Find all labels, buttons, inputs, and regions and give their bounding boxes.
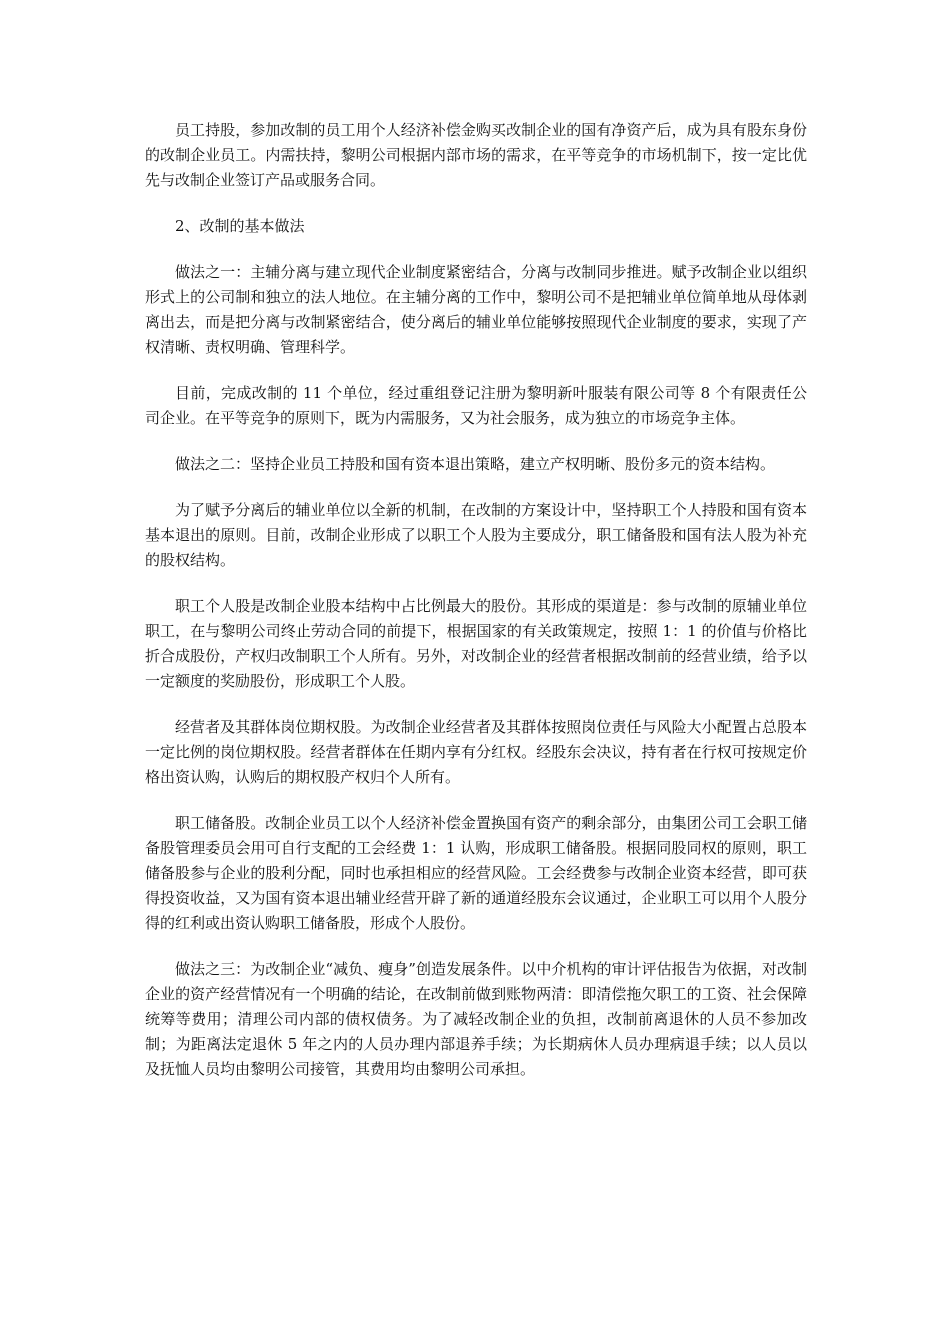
- paragraph-individual-shares: 职工个人股是改制企业股本结构中占比例最大的股份。其形成的渠道是：参与改制的原辅业单位职工，在与黎明公司终止劳动合同的前提下，根据国家的有关政策规定，按照 1：1 的价值与价格比折合成股份，产权归改制职工个人所有。另外，对改制企业的经营者根据改制前的经营业绩，给予以一定额度的奖励股份，形成职工个人股。: [145, 597, 807, 690]
- paragraph-approach-three: 做法之三：为改制企业“减负、瘦身”创造发展条件。以中介机构的审计评估报告为依据，对改制企业的资产经营情况有一个明确的结论，在改制前做到账物两清：即清偿拖欠职工的工资、社会保障统筹等费用；清理公司内部的债权债务。为了减轻改制企业的负担，改制前离退休的人员不参加改制；为距离法定退休 5 年之内的人员办理内部退养手续；为长期病休人员办理病退手续；以人员以及抚恤人员均由黎明公司接管，其费用均由黎明公司承担。: [145, 960, 807, 1078]
- paragraph-new-mechanism: 为了赋予分离后的辅业单位以全新的机制，在改制的方案设计中，坚持职工个人持股和国有资本基本退出的原则。目前，改制企业形成了以职工个人股为主要成分，职工储备股和国有法人股为补充的股权结构。: [145, 501, 807, 569]
- paragraph-approach-one: 做法之一：主辅分离与建立现代企业制度紧密结合，分离与改制同步推进。赋予改制企业以组织形式上的公司制和独立的法人地位。在主辅分离的工作中，黎明公司不是把辅业单位简单地从母体剥离出去，而是把分离与改制紧密结合，使分离后的辅业单位能够按照现代企业制度的要求，实现了产权清晰、责权明确、管理科学。: [145, 263, 807, 356]
- document-body: [145, 118, 807, 1103]
- paragraph-current-status: 目前，完成改制的 11 个单位，经过重组登记注册为黎明新叶服装有限公司等 8 个有限责任公司企业。在平等竞争的原则下，既为内需服务，又为社会服务，成为独立的市场竞争主体。: [145, 384, 807, 427]
- paragraph-reserve-shares: 职工储备股。改制企业员工以个人经济补偿金置换国有资产的剩余部分，由集团公司工会职工储备股管理委员会用可自行支配的工会经费 1：1 认购，形成职工储备股。根据同股同权的原则，职工储备股参与企业的股利分配，同时也承担相应的经营风险。工会经费参与改制企业资本经营，即可获得投资收益，又为国有资本退出辅业经营开辟了新的通道经股东会议通过，企业职工可以用个人股分得的红利或出资认购职工储备股，形成个人股份。: [145, 814, 807, 932]
- paragraph-employee-shareholding: 员工持股，参加改制的员工用个人经济补偿金购买改制企业的国有净资产后，成为具有股东身份的改制企业员工。内需扶持，黎明公司根据内部市场的需求，在平等竞争的市场机制下，按一定比优先与改制企业签订产品或服务合同。: [145, 121, 807, 189]
- section-heading-basic-approach: 2、改制的基本做法: [175, 217, 305, 235]
- paragraph-approach-two: 做法之二：坚持企业员工持股和国有资本退出策略，建立产权明晰、股份多元的资本结构。: [175, 455, 776, 473]
- paragraph-option-shares: 经营者及其群体岗位期权股。为改制企业经营者及其群体按照岗位责任与风险大小配置占总股本一定比例的岗位期权股。经营者群体在任期内享有分红权。经股东会决议，持有者在行权可按规定价格出资认购，认购后的期权股产权归个人所有。: [145, 718, 807, 786]
